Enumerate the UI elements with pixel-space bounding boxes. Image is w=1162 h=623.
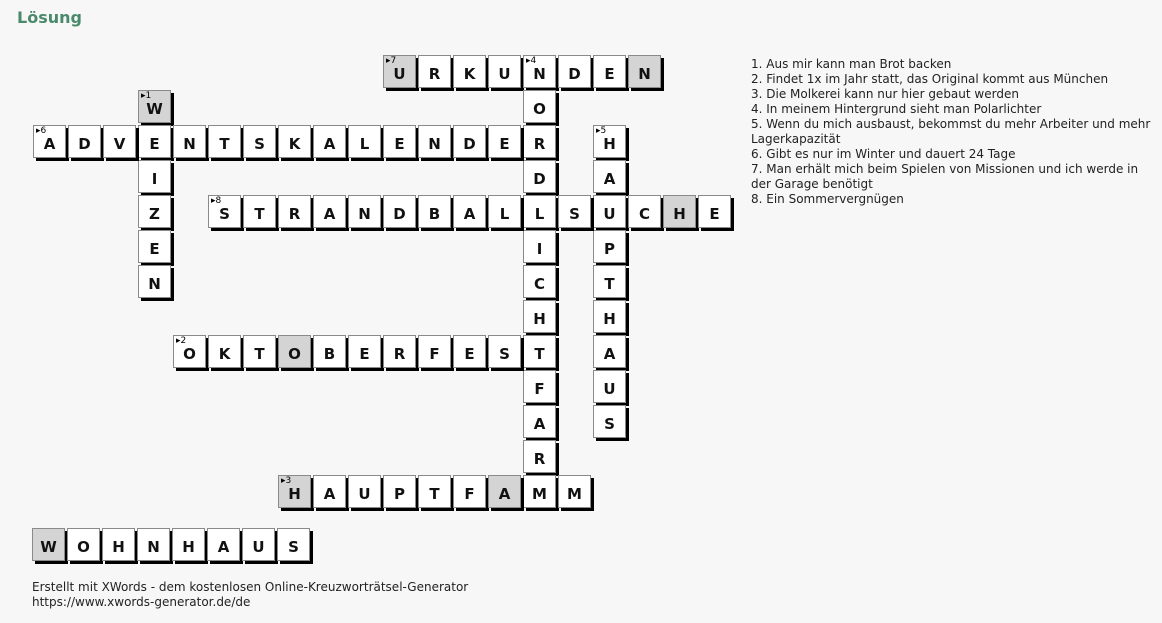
cell-letter: A (498, 484, 511, 503)
clue-list (751, 57, 1151, 207)
cell-letter: T (429, 484, 440, 503)
clue-1: 1. Aus mir kann man Brot backen (751, 57, 952, 71)
clue-number: ▸6 (36, 126, 47, 136)
cell-letter: A (323, 204, 336, 223)
clue-number: ▸1 (141, 91, 152, 101)
cell-letter: F (429, 344, 440, 363)
cell-letter: N (183, 134, 196, 153)
cell-letter: O (533, 99, 546, 118)
footer (32, 580, 468, 610)
cell-letter: D (393, 204, 406, 223)
cell-letter: S (499, 344, 510, 363)
clue-number: ▸2 (176, 336, 187, 346)
cell-letter: L (499, 204, 510, 223)
clue-5: 5. Wenn du mich ausbaust, bekommst du mehr Arbeiter und mehr Lagerkapazität (751, 117, 1151, 146)
grid-cell (208, 195, 241, 228)
grid-cell (523, 370, 556, 403)
grid-cell (523, 440, 556, 473)
cell-letter: F (464, 484, 475, 503)
grid-cell (173, 335, 206, 368)
grid-cell (523, 90, 556, 123)
cell-letter: K (463, 64, 476, 83)
grid-cell (593, 335, 626, 368)
cell-letter: A (603, 169, 616, 188)
cell-letter: U (498, 64, 511, 83)
grid-cell (243, 195, 276, 228)
grid-cell (278, 195, 311, 228)
grid-cell (33, 125, 66, 158)
grid-cell (243, 125, 276, 158)
grid-cell (68, 125, 101, 158)
cell-letter: V (113, 134, 126, 153)
cell-letter: F (534, 379, 545, 398)
cell-letter: N (148, 274, 161, 293)
grid-cell (593, 125, 626, 158)
cell-letter: L (534, 204, 545, 223)
cell-letter: K (218, 344, 231, 363)
grid-cell (593, 300, 626, 333)
solution-cell: H (172, 528, 205, 561)
grid-cell (488, 125, 521, 158)
grid-cell (523, 265, 556, 298)
grid-cell (278, 335, 311, 368)
cell-letter: E (464, 344, 475, 363)
grid-cell (418, 125, 451, 158)
cell-letter: A (463, 204, 476, 223)
grid-cell (348, 475, 381, 508)
cell-letter: H (673, 204, 686, 223)
cell-letter: T (534, 344, 545, 363)
cell-letter: U (393, 64, 406, 83)
clue-3: 3. Die Molkerei kann nur hier gebaut werden (751, 87, 1019, 101)
cell-letter: U (603, 204, 616, 223)
cell-letter: T (254, 204, 265, 223)
cell-letter: C (533, 274, 545, 293)
cell-letter: E (499, 134, 510, 153)
grid-cell (313, 195, 346, 228)
clue-number: ▸7 (386, 56, 397, 66)
cell-letter: N (533, 64, 546, 83)
clue-8: 8. Ein Sommervergnügen (751, 192, 904, 206)
cell-letter: R (393, 344, 406, 363)
grid-cell (348, 195, 381, 228)
cell-letter: W (146, 99, 163, 118)
cell-letter: S (219, 204, 230, 223)
clue-2: 2. Findet 1x im Jahr statt, das Original kommt aus München (751, 72, 1109, 86)
cell-letter: N (638, 64, 651, 83)
grid-cell (313, 335, 346, 368)
cell-letter: A (533, 414, 546, 433)
cell-letter: B (428, 204, 441, 223)
grid-cell (138, 265, 171, 298)
grid-cell (278, 475, 311, 508)
cell-letter: E (149, 134, 160, 153)
grid-cell (138, 195, 171, 228)
cell-letter: H (533, 309, 546, 328)
solution-cell: W (32, 528, 65, 561)
grid-cell (593, 230, 626, 263)
cell-letter: E (149, 239, 160, 258)
solution-cell: S (277, 528, 310, 561)
cell-letter: E (604, 64, 615, 83)
cell-letter: E (394, 134, 405, 153)
grid-cell (523, 475, 556, 508)
cell-letter: D (568, 64, 581, 83)
grid-cell (383, 475, 416, 508)
cell-letter: O (288, 344, 301, 363)
solution-cell: N (137, 528, 170, 561)
grid-cell (313, 125, 346, 158)
cell-letter: S (604, 414, 615, 433)
grid-cell (663, 195, 696, 228)
grid-cell (138, 160, 171, 193)
grid-cell (628, 195, 661, 228)
cell-letter: C (638, 204, 650, 223)
cell-letter: I (151, 169, 158, 188)
footer-url[interactable]: https://www.xwords-generator.de/de (32, 595, 251, 609)
grid-cell (593, 160, 626, 193)
solution-cell: H (102, 528, 135, 561)
clue-number: ▸3 (281, 476, 292, 486)
solution-cell: O (67, 528, 100, 561)
grid-cell (488, 55, 521, 88)
cell-letter: S (254, 134, 265, 153)
grid-cell (593, 55, 626, 88)
grid-cell (593, 265, 626, 298)
cell-letter: B (323, 344, 336, 363)
cell-letter: H (288, 484, 301, 503)
grid-cell (313, 475, 346, 508)
cell-letter: H (603, 309, 616, 328)
clue-7: 7. Man erhält mich beim Spielen von Missionen und ich werde in der Garage benötigt (751, 162, 1139, 191)
cell-letter: N (428, 134, 441, 153)
grid-cell (208, 125, 241, 158)
grid-cell (453, 55, 486, 88)
grid-cell (523, 160, 556, 193)
cell-letter: I (536, 239, 543, 258)
grid-cell (558, 55, 591, 88)
grid-cell (523, 55, 556, 88)
grid-cell (523, 300, 556, 333)
cell-letter: M (567, 484, 582, 503)
grid-cell (243, 335, 276, 368)
grid-cell (558, 195, 591, 228)
cell-letter: M (532, 484, 547, 503)
cell-letter: A (323, 134, 336, 153)
grid-cell (558, 475, 591, 508)
grid-cell (138, 125, 171, 158)
grid-cell (208, 335, 241, 368)
grid-cell (173, 125, 206, 158)
cell-letter: E (709, 204, 720, 223)
grid-cell (628, 55, 661, 88)
grid-cell (418, 335, 451, 368)
grid-cell (593, 405, 626, 438)
cell-letter: N (358, 204, 371, 223)
grid-cell (488, 475, 521, 508)
grid-cell (278, 125, 311, 158)
clue-number: ▸8 (211, 196, 222, 206)
grid-cell (523, 405, 556, 438)
cell-letter: R (533, 134, 546, 153)
cell-letter: L (359, 134, 370, 153)
grid-cell (418, 475, 451, 508)
cell-letter: T (219, 134, 230, 153)
cell-letter: R (288, 204, 301, 223)
grid-cell (103, 125, 136, 158)
grid-cell (488, 335, 521, 368)
grid-cell (593, 370, 626, 403)
cell-letter: K (288, 134, 301, 153)
grid-cell (383, 335, 416, 368)
cell-letter: R (428, 64, 441, 83)
grid-cell (453, 125, 486, 158)
cell-letter: R (533, 449, 546, 468)
cell-letter: T (604, 274, 615, 293)
solution-cell: U (242, 528, 275, 561)
cell-letter: P (394, 484, 405, 503)
grid-cell (453, 335, 486, 368)
cell-letter: S (569, 204, 580, 223)
cell-letter: A (43, 134, 56, 153)
cell-letter: P (604, 239, 615, 258)
page-title: Lösung (17, 8, 82, 27)
cell-letter: A (323, 484, 336, 503)
grid-cell (453, 195, 486, 228)
cell-letter: E (359, 344, 370, 363)
clue-6: 6. Gibt es nur im Winter und dauert 24 Tage (751, 147, 1016, 161)
cell-letter: U (358, 484, 371, 503)
cell-letter: U (603, 379, 616, 398)
grid-cell (488, 195, 521, 228)
grid-cell (348, 125, 381, 158)
grid-cell (418, 195, 451, 228)
grid-cell (138, 90, 171, 123)
grid-cell (523, 125, 556, 158)
grid-cell (383, 55, 416, 88)
grid-cell (523, 335, 556, 368)
clue-number: ▸5 (596, 126, 607, 136)
cell-letter: D (533, 169, 546, 188)
clue-4: 4. In meinem Hintergrund sieht man Polarlichter (751, 102, 1042, 116)
grid-cell (593, 195, 626, 228)
grid-cell (418, 55, 451, 88)
cell-letter: T (254, 344, 265, 363)
grid-cell (348, 335, 381, 368)
cell-letter: D (78, 134, 91, 153)
clue-number: ▸4 (526, 56, 537, 66)
footer-credit: Erstellt mit XWords - dem kostenlosen Online-Kreuzworträtsel-Generator (32, 580, 469, 594)
grid-cell (698, 195, 731, 228)
grid-cell (383, 195, 416, 228)
grid-cell (523, 195, 556, 228)
grid-cell (383, 125, 416, 158)
solution-cell: A (207, 528, 240, 561)
grid-cell (453, 475, 486, 508)
grid-cell (523, 230, 556, 263)
cell-letter: Z (149, 204, 160, 223)
grid-cell (138, 230, 171, 263)
cell-letter: H (603, 134, 616, 153)
cell-letter: A (603, 344, 616, 363)
cell-letter: O (183, 344, 196, 363)
cell-letter: D (463, 134, 476, 153)
